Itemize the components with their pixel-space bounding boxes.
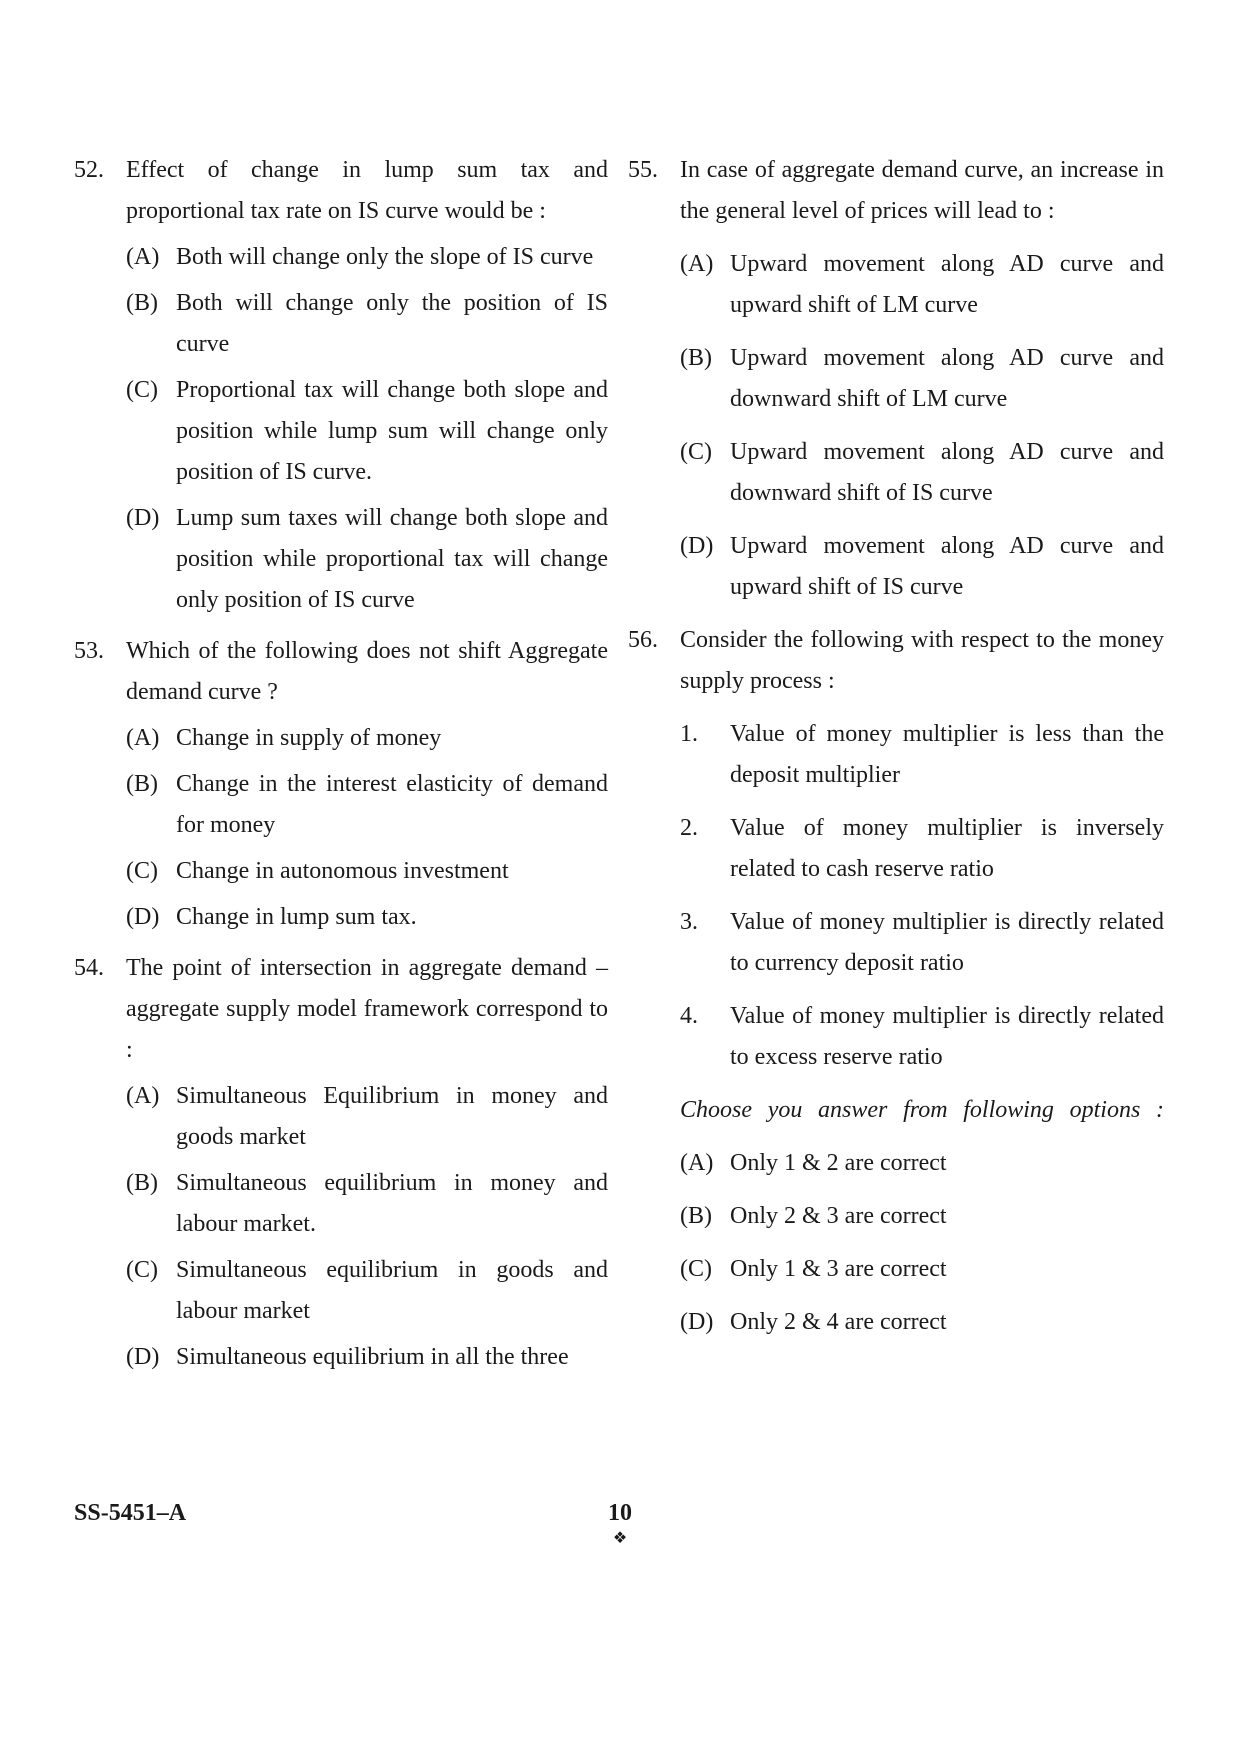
option-label: (D) <box>126 1344 160 1370</box>
option-b <box>126 283 608 365</box>
option-d <box>680 526 1164 608</box>
option-text: Only 1 & 3 are correct <box>730 1256 947 1282</box>
option-text: Simultaneous equilibrium in goods and labour market <box>176 1257 608 1324</box>
option-label: (C) <box>126 377 158 403</box>
question-number: 55. <box>628 157 658 183</box>
option-c <box>680 1249 1164 1290</box>
question-text: Which of the following does not shift Aggregate demand curve ? <box>126 638 608 705</box>
statement-label: 4. <box>680 1003 698 1029</box>
option-label: (D) <box>680 533 714 559</box>
option-d <box>126 498 608 621</box>
option-d <box>126 1337 608 1378</box>
option-label: (A) <box>126 1083 160 1109</box>
question-number: 54. <box>74 955 104 981</box>
option-label: (B) <box>680 345 712 371</box>
statement-3 <box>680 902 1164 984</box>
option-text: Proportional tax will change both slope and position while lump sum will change only position of IS curve. <box>176 377 608 485</box>
question-text: Consider the following with respect to the money supply process : <box>680 627 1164 694</box>
option-label: (C) <box>680 1256 712 1282</box>
right-column <box>628 150 1164 1355</box>
option-text: Change in the interest elasticity of demand for money <box>176 771 608 838</box>
statement-text: Value of money multiplier is less than the deposit multiplier <box>730 721 1164 788</box>
option-label: (A) <box>126 244 160 270</box>
option-text: Change in supply of money <box>176 725 442 751</box>
option-d <box>680 1302 1164 1343</box>
ornament-icon: ❖ <box>612 1528 628 1547</box>
question-number: 56. <box>628 627 658 653</box>
option-label: (A) <box>126 725 160 751</box>
option-label: (C) <box>126 858 158 884</box>
option-label: (C) <box>680 439 712 465</box>
option-text: Upward movement along AD curve and upward shift of IS curve <box>730 533 1164 600</box>
option-text: Both will change only the position of IS curve <box>176 290 608 357</box>
option-label: (B) <box>126 771 158 797</box>
question-text: In case of aggregate demand curve, an increase in the general level of prices will lead to : <box>680 157 1164 224</box>
option-text: Simultaneous Equilibrium in money and goods market <box>176 1083 608 1150</box>
option-text: Only 2 & 4 are correct <box>730 1309 947 1335</box>
option-b <box>126 764 608 846</box>
statement-2 <box>680 808 1164 890</box>
option-a <box>126 1076 608 1158</box>
statement-text: Value of money multiplier is directly related to currency deposit ratio <box>730 909 1164 976</box>
statement-4 <box>680 996 1164 1078</box>
option-label: (C) <box>126 1257 158 1283</box>
option-label: (B) <box>680 1203 712 1229</box>
page-number: 10 <box>608 1500 632 1526</box>
paper-code: SS-5451–A <box>74 1500 187 1526</box>
statement-text: Value of money multiplier is directly related to excess reserve ratio <box>730 1003 1164 1070</box>
option-c <box>126 851 608 892</box>
question-number: 52. <box>74 157 104 183</box>
option-d <box>126 897 608 938</box>
option-c <box>126 370 608 493</box>
option-b <box>680 1196 1164 1237</box>
option-text: Upward movement along AD curve and downward shift of IS curve <box>730 439 1164 506</box>
question-number: 53. <box>74 638 104 664</box>
question-text: Effect of change in lump sum tax and proportional tax rate on IS curve would be : <box>126 157 608 224</box>
question-54 <box>74 948 608 1378</box>
option-label: (A) <box>680 251 714 277</box>
question-52 <box>74 150 608 621</box>
option-text: Change in lump sum tax. <box>176 904 417 930</box>
option-text: Only 2 & 3 are correct <box>730 1203 947 1229</box>
question-55 <box>628 150 1164 608</box>
statement-text: Value of money multiplier is inversely related to cash reserve ratio <box>730 815 1164 882</box>
option-label: (A) <box>680 1150 714 1176</box>
question-text: The point of intersection in aggregate demand – aggregate supply model framework correspond to : <box>126 955 608 1063</box>
option-label: (B) <box>126 290 158 316</box>
question-53 <box>74 631 608 938</box>
statement-label: 2. <box>680 815 698 841</box>
option-b <box>680 338 1164 420</box>
option-text: Only 1 & 2 are correct <box>730 1150 947 1176</box>
option-label: (D) <box>126 904 160 930</box>
statement-label: 1. <box>680 721 698 747</box>
option-a <box>680 244 1164 326</box>
statement-1 <box>680 714 1164 796</box>
option-a <box>680 1143 1164 1184</box>
answer-instruction: Choose you answer from following options : <box>680 1097 1164 1123</box>
option-b <box>126 1163 608 1245</box>
option-text: Simultaneous equilibrium in money and labour market. <box>176 1170 608 1237</box>
option-text: Change in autonomous investment <box>176 858 509 884</box>
option-text: Upward movement along AD curve and downward shift of LM curve <box>730 345 1164 412</box>
option-label: (D) <box>126 505 160 531</box>
left-column <box>74 150 608 1388</box>
option-text: Upward movement along AD curve and upward shift of LM curve <box>730 251 1164 318</box>
option-a <box>126 237 608 278</box>
option-text: Both will change only the slope of IS curve <box>176 244 594 270</box>
question-56 <box>628 620 1164 1343</box>
option-text: Lump sum taxes will change both slope and position while proportional tax will change only position of IS curve <box>176 505 608 613</box>
option-a <box>126 718 608 759</box>
option-label: (B) <box>126 1170 158 1196</box>
statement-label: 3. <box>680 909 698 935</box>
option-label: (D) <box>680 1309 714 1335</box>
option-c <box>126 1250 608 1332</box>
option-c <box>680 432 1164 514</box>
option-text: Simultaneous equilibrium in all the three <box>176 1344 569 1370</box>
